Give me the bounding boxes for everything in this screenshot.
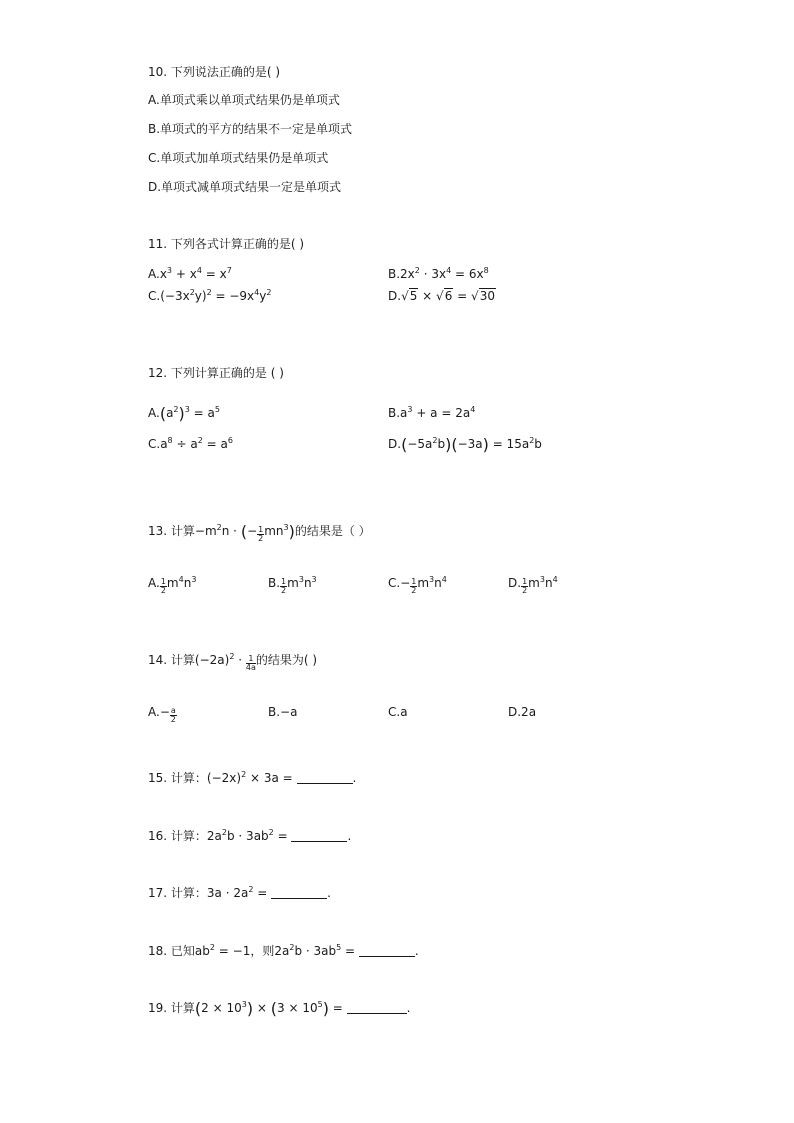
q12-option-c: $C.a^8 \div a^2 = a^6$	[148, 436, 233, 451]
q17-stem: 17. 计算：$3a \cdot 2a^2$ = .	[148, 885, 331, 900]
q13-option-b: B. $\frac{1}{2}$ $m^3n^3$	[268, 575, 317, 595]
q13-stem: 13. 计算$-m^2n$ · (− $\frac{1}{2}$ $mn^3$)的结果是（ ）	[148, 522, 371, 543]
q18-answer-blank[interactable]	[359, 944, 415, 957]
q14-option-d: D.2a	[508, 705, 537, 719]
q14-option-b: B.−a	[268, 705, 298, 719]
q13-option-a: A. $\frac{1}{2}$ $m^4n^3$	[148, 575, 197, 595]
q11-option-b: $B.2x^2 \cdot 3x^4 = 6x^8$	[388, 266, 489, 281]
q14-option-c: C.a	[388, 705, 408, 719]
q13-option-d: D. $\frac{1}{2}$ $m^3n^4$	[508, 575, 558, 595]
q10-option-a: A.单项式乘以单项式结果仍是单项式	[148, 93, 340, 107]
q12-option-a: $A.(a^2)^3 = a^5$	[148, 404, 220, 423]
q10-stem: 10. 下列说法正确的是( )	[148, 65, 281, 79]
q16-stem: 16. 计算：$2a^2b \cdot 3ab^2$ = .	[148, 828, 352, 843]
q15-answer-blank[interactable]	[297, 771, 353, 784]
q16-answer-blank[interactable]	[291, 829, 347, 842]
q11-option-c: $C.(-3x^2y)^2 = -9x^4y^2$	[148, 288, 272, 303]
q12-option-b: $B.a^3 + a = 2a^4$	[388, 405, 476, 420]
q14-stem: 14. 计算$(-2a)^2$ · $\frac{1}{4a}$ 的结果为( )	[148, 652, 318, 672]
q13-option-c: C.− $\frac{1}{2}$ $m^3n^4$	[388, 575, 447, 595]
q19-answer-blank[interactable]	[347, 1001, 407, 1014]
q10-option-b: B.单项式的平方的结果不一定是单项式	[148, 122, 353, 136]
q18-stem: 18. 已知$ab^2 = -1$，则$2a^2b \cdot 3ab^5$ = .	[148, 943, 419, 958]
q10-option-c: C.单项式加单项式结果仍是单项式	[148, 151, 329, 165]
q11-stem: 11. 下列各式计算正确的是( )	[148, 237, 305, 251]
q15-stem: 15. 计算：$(-2x)^2 \times 3a$ = .	[148, 770, 357, 785]
q17-answer-blank[interactable]	[271, 886, 327, 899]
q12-stem: 12. 下列计算正确的是 ( )	[148, 366, 284, 380]
q11-option-a: $A.x^3 + x^4 = x^7$	[148, 266, 232, 281]
q11-option-d: D.√5 × √6 = √30	[388, 289, 495, 303]
q12-option-d: $D.(-5a^2b)(-3a) = 15a^2b$	[388, 435, 542, 454]
q10-option-d: D.单项式减单项式结果一定是单项式	[148, 180, 342, 194]
q14-option-a: A.− $\frac{a}{2}$	[148, 705, 176, 724]
q19-stem: 19. 计算$(2 \times 10^3) \times (3 \times 10^5)$ = .	[148, 999, 411, 1018]
